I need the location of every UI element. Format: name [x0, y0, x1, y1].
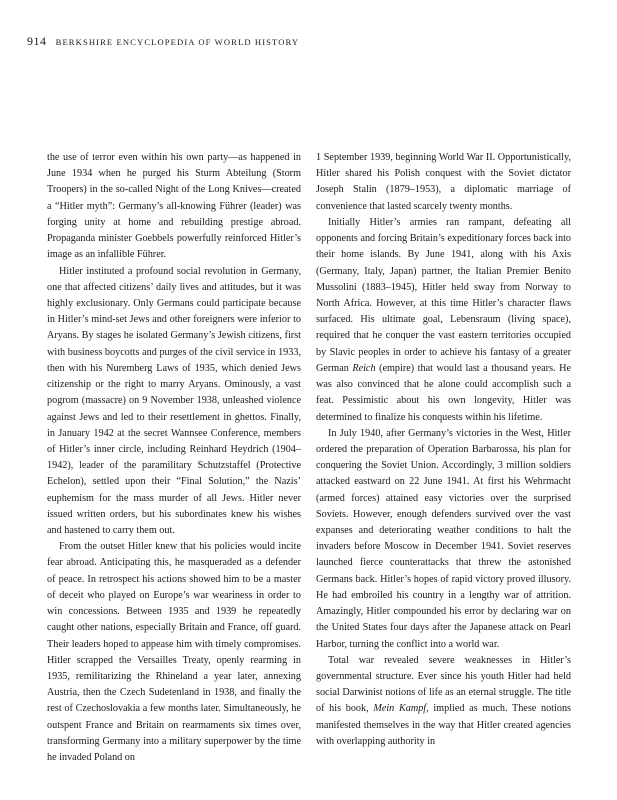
paragraph-text: Initially Hitler’s armies ran rampant, defeating all opponents and forcing Britain’s expeditionary forces back into their home islands. By June 1941, along with his Axis (Germany, Italy, Japan) partner, the Italian Premier Benito Mussolini (1883–1945), Hitler held sway from Norway to North Africa. However, at this time Hitler’s character flaws surfaced. His ultimate goal, Lebensraum (living space), required that he conquer the vast eastern territories occupied by Slavic peoples in order to achieve his fantasy of a greater German	[316, 216, 571, 374]
paragraph	[316, 215, 571, 426]
paragraph-text: Total war revealed severe weaknesses in Hitler’s governmental structure. Ever since his youth Hitler had held social Darwinist notions of life as an eternal struggle. The title of his book,	[316, 654, 571, 715]
paragraph: Hitler instituted a profound social revolution in Germany, one that affected citizens’ daily lives and attitudes, but it was highly exclusionary. Only Germans could participate because in Hitler’s mind-set Jews and other foreigners were inferior to Aryans. By stages he isolated Germany’s Jewish citizens, first with business boycotts and purges of the civil service in 1933, then with his Nuremberg Laws of 1935, which denied Jews citizenship or the right to marry Aryans. Ominously, a vast pogrom (massacre) on 9 November 1938, unleashed violence against Jews and led to their resettlement in ghettos. Finally, in January 1942 at the secret Wannsee Conference, members of Hitler’s inner circle, including Reinhard Heydrich (1904–1942), leader of the paramilitary Schutzstaffel (Protective Echelon), settled upon their “Final Solution,” the Nazis’ euphemism for the mass murder of all Jews. Hitler never issued written orders, but his subordinates knew his wishes and hastened to carry them out.	[47, 265, 301, 537]
paragraph: In July 1940, after Germany’s victories in the West, Hitler ordered the preparation of Operation Barbarossa, his plan for conquering the Soviet Union. Accordingly, 3 million soldiers attacked eastward on 22 June 1941. At first his Wehrmacht (armed forces) attained easy victories over the surprised Soviets. However, enough defenders survived over the vast expanses and deteriorating weather conditions to halt the invaders before Moscow in December 1941. Soviet reserves launched fierce counterattacks that threw the astonished Germans back. Hitler’s hopes of rapid victory proved illusory. He had embroiled his country in a lengthy war of attrition. Amazingly, Hitler compounded his error by declaring war on the United States four days after the Japanese attack on Pearl Harbor, turning the conflict into a world war.	[316, 427, 571, 650]
right-column	[316, 150, 571, 750]
book-title-mein-kampf: Mein Kampf,	[373, 703, 429, 715]
paragraph	[316, 653, 571, 750]
paragraph: From the outset Hitler knew that his policies would incite fear abroad. Anticipating this, he masqueraded as a defender of peace. In retrospect his actions showed him to be a master of deceit who played on Europe’s war weariness in order to win concessions. Between 1935 and 1939 he repeatedly caught other nations, especially Britain and France, off guard. Their leaders hoped to appease him with timely compromises. Hitler scrapped the Versailles Treaty, openly rearming in 1935, remilitarizing the Rhineland a year later, annexing Austria, then the Czech Sudetenland in 1938, and finally the rest of Czechoslovakia a few months later. Simultaneously, he outspent France and Britain on rearmaments six times over, transforming Germany into a military superpower by the time he invaded Poland on	[47, 541, 301, 764]
italic-term-reich: Reich	[352, 362, 376, 374]
paragraph: the use of terror even within his own party—as happened in June 1934 when he purged his Sturm Abteilung (Storm Troopers) in the so-called Night of the Long Knives—created a “Hitler myth”: Germany’s all-knowing Führer (leader) was forging unity at home and rebuilding prestige abroad. Propaganda minister Goebbels powerfully reinforced Hitler’s image as an infallible Führer.	[47, 152, 301, 261]
paragraph-text: implied as much. These notions manifested themselves in the way that Hitler created agencies with overlapping authority in	[316, 703, 571, 747]
running-header	[27, 34, 299, 49]
left-column	[47, 150, 301, 766]
paragraph: 1 September 1939, beginning World War II. Opportunistically, Hitler shared his Polish conquest with the Soviet dictator Joseph Stalin (1879–1953), a diplomatic marriage of convenience that lasted scarcely twenty months.	[316, 152, 571, 212]
paragraph-text: (empire) that would last a thousand years. He was also convinced that he alone could accomplish such a feat. Pessimistic about his own longevity, Hitler was determined to finalize his conquests within his lifetime.	[316, 362, 571, 423]
running-title: BERKSHIRE ENCYCLOPEDIA OF WORLD HISTORY	[55, 37, 300, 47]
page-number: 914	[27, 34, 47, 48]
